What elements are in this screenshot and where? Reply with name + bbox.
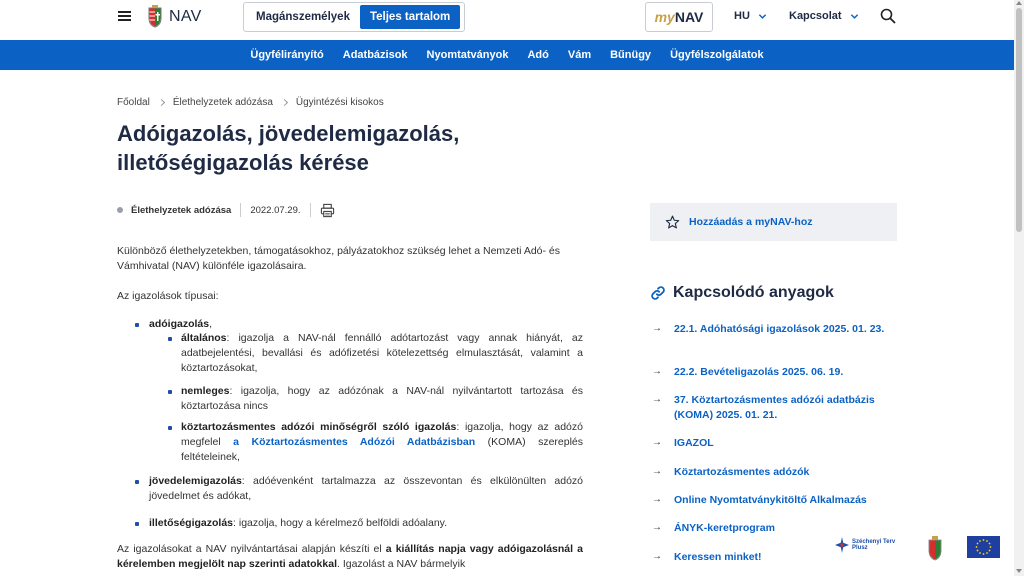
- szechenyi-line1: Széchenyi Terv: [852, 538, 896, 545]
- category-dot: [117, 207, 123, 213]
- term-adoigazolas-suffix: ,: [209, 318, 213, 330]
- arrow-right-icon: →: [652, 522, 662, 533]
- related-item-label[interactable]: 37. Köztartozásmentes adózói adatbázis (KOMA) 2025. 01. 21.: [674, 394, 875, 421]
- top-header: [0, 0, 1014, 38]
- illetoseg-text: : igazolja, hogy a kérelmező belföldi adóalany.: [233, 517, 448, 529]
- scroll-down-arrow[interactable]: [1016, 569, 1022, 573]
- mynav-my: my: [654, 9, 675, 25]
- arrow-right-icon: →: [652, 437, 662, 448]
- breadcrumb-category[interactable]: Élethelyzetek adózása: [172, 97, 273, 108]
- arrow-right-icon: →: [652, 551, 662, 562]
- related-item[interactable]: [652, 436, 897, 451]
- link-icon: [650, 285, 666, 301]
- koztartozas-text2: (KOMA) szereplés feltételeinek,: [181, 436, 584, 463]
- main-nav: [0, 40, 1014, 70]
- mynav-nav: NAV: [674, 9, 704, 25]
- term-koztartozasmentes: köztartozásmentes adózói minőségről szóló igazolás: [181, 421, 457, 433]
- nav-item-vam[interactable]: Vám: [567, 49, 592, 61]
- closing-text1: Az igazolásokat a NAV nyilvántartásai alapján készíti el: [117, 543, 386, 555]
- related-item[interactable]: [652, 493, 897, 508]
- breadcrumb: [117, 97, 384, 108]
- related-item-label[interactable]: ÁNYK-keretprogram: [674, 522, 775, 534]
- term-illetosegigazolas: illetőségigazolás: [149, 517, 234, 529]
- related-item-label[interactable]: 22.2. Bevételigazolás 2025. 06. 19.: [674, 366, 844, 378]
- list-item-illetosegigazolas: [149, 516, 583, 531]
- arrow-right-icon: →: [652, 366, 662, 377]
- language-label: HU: [734, 10, 750, 22]
- related-item[interactable]: [652, 393, 897, 423]
- szechenyi-line2: Plusz: [852, 545, 868, 551]
- list-bullet: [135, 480, 139, 484]
- article-category[interactable]: Élethelyzetek adózása: [131, 204, 232, 216]
- term-nemleges: nemleges: [181, 385, 230, 397]
- menu-icon[interactable]: [118, 11, 131, 21]
- koma-database-link[interactable]: a Köztartozásmentes Adózói Adatbázisban: [233, 436, 476, 448]
- page-title: Adóigazolás, jövedelemigazolás, illetőségigazolás kérése: [117, 121, 460, 175]
- breadcrumb-separator: [281, 99, 288, 106]
- related-item-label[interactable]: Köztartozásmentes adózók: [674, 466, 810, 478]
- breadcrumb-current[interactable]: Ügyintézési kisokos: [295, 97, 384, 108]
- arrow-right-icon: →: [652, 494, 662, 505]
- article-date: 2022.07.29.: [250, 204, 301, 216]
- article-closing: [117, 542, 583, 572]
- nav-item-adatbazisok[interactable]: Adatbázisok: [342, 49, 408, 61]
- term-adoigazolas: adóigazolás: [149, 318, 210, 330]
- meta-divider: [240, 203, 241, 217]
- term-altalanos: általános: [181, 332, 227, 344]
- chevron-down-icon: [850, 12, 859, 21]
- eu-flag-icon: [967, 536, 1000, 558]
- related-title: Kapcsolódó anyagok: [673, 284, 834, 301]
- language-select[interactable]: [734, 10, 767, 22]
- sub-item-koztartozasmentes: [181, 420, 583, 465]
- related-item-label[interactable]: 22.1. Adóhatósági igazolások 2025. 01. 23.: [674, 323, 885, 335]
- sub-item-nemleges: [181, 384, 583, 414]
- closing-text2: . Igazolást a NAV bármelyik: [337, 558, 466, 570]
- szechenyi-logo: [835, 537, 895, 553]
- sub-list-bullet: [168, 390, 172, 394]
- list-item-jovedelemigazolas: [149, 474, 583, 504]
- mynav-button[interactable]: [645, 2, 713, 32]
- scroll-thumb[interactable]: [1016, 8, 1022, 232]
- tab-full-content[interactable]: Teljes tartalom: [360, 5, 460, 29]
- tab-private-persons[interactable]: Magánszemélyek: [256, 11, 350, 23]
- funding-logos: [835, 534, 1005, 566]
- closing-bold: a kiállítás napja vagy adóigazolásnál a kérelemben megjelölt nap szerinti adatokkal: [117, 543, 583, 570]
- sub-list-bullet: [168, 337, 172, 341]
- term-jovedelemigazolas: jövedelemigazolás: [149, 475, 242, 487]
- print-icon[interactable]: [320, 203, 335, 218]
- add-to-mynav-button[interactable]: [650, 203, 897, 241]
- search-icon[interactable]: [880, 8, 896, 24]
- breadcrumb-separator: [158, 99, 165, 106]
- chevron-down-icon: [758, 12, 767, 21]
- contact-menu[interactable]: [789, 10, 859, 22]
- sub-list-bullet: [168, 426, 172, 430]
- arrow-right-icon: →: [652, 466, 662, 477]
- related-item[interactable]: [652, 365, 897, 380]
- nav-item-ugyfelszolgalatok[interactable]: Ügyfélszolgálatok: [670, 49, 764, 61]
- list-item-adoigazolas: [149, 317, 583, 332]
- page-scrollbar[interactable]: [1014, 0, 1024, 576]
- hungary-crest-icon: [925, 534, 945, 562]
- crest-icon: [146, 5, 164, 29]
- contact-label: Kapcsolat: [789, 10, 842, 22]
- related-item-label[interactable]: Keressen minket!: [674, 551, 762, 563]
- nav-item-bunugy[interactable]: Bűnügy: [610, 49, 652, 61]
- sub-item-altalanos: [181, 331, 583, 376]
- jovedelem-text: : adóévenként tartalmazza az összevontan és elkülönülten adózó jövedelmet és adókat,: [149, 475, 583, 502]
- related-item[interactable]: [652, 322, 897, 337]
- related-item[interactable]: [652, 465, 897, 480]
- koztartozas-text1: : igazolja, hogy az adózó megfelel: [181, 421, 583, 448]
- nav-item-ado[interactable]: Adó: [527, 49, 549, 61]
- list-bullet: [135, 323, 139, 327]
- arrow-right-icon: →: [652, 394, 662, 405]
- scroll-up-arrow[interactable]: [1016, 1, 1022, 5]
- article-meta: [117, 201, 335, 219]
- nav-logo[interactable]: [146, 5, 202, 29]
- related-materials-heading: [650, 284, 834, 302]
- list-bullet: [135, 522, 139, 526]
- breadcrumb-home[interactable]: Főoldal: [117, 97, 150, 108]
- audience-switch: [243, 2, 465, 32]
- add-to-mynav-label: Hozzáadás a myNAV-hoz: [689, 216, 813, 228]
- nemleges-text: : igazolja, hogy az adózónak a NAV-nál nyilvántartott tartozása és köztartozása nincs: [181, 385, 583, 412]
- article-intro: Különböző élethelyzetekben, támogatásokhoz, pályázatokhoz szükség lehet a Nemzeti Adó- és Vámhivatal (NAV) különféle igazolásaira.: [117, 245, 561, 272]
- meta-divider: [310, 203, 311, 217]
- szechenyi-star-icon: [835, 537, 849, 553]
- related-item-label[interactable]: Online Nyomtatványkitöltő Alkalmazás: [674, 494, 867, 506]
- nav-item-nyomtatvanyok[interactable]: Nyomtatványok: [426, 49, 509, 61]
- altalanos-text: : igazolja a NAV-nál fennálló adótartozást vagy annak hiányát, az adatbejelentési, bevallási és adófizetési kötelezettség elmulasztását, valamint a köztartozásokat,: [181, 332, 583, 374]
- nav-item-ugyfeliranyito[interactable]: Ügyfélirányító: [250, 49, 324, 61]
- logo-text: NAV: [169, 8, 202, 25]
- types-label: Az igazolások típusai:: [117, 290, 219, 302]
- related-item-label[interactable]: IGAZOL: [674, 437, 714, 449]
- star-icon: [665, 215, 680, 230]
- arrow-right-icon: →: [652, 323, 662, 334]
